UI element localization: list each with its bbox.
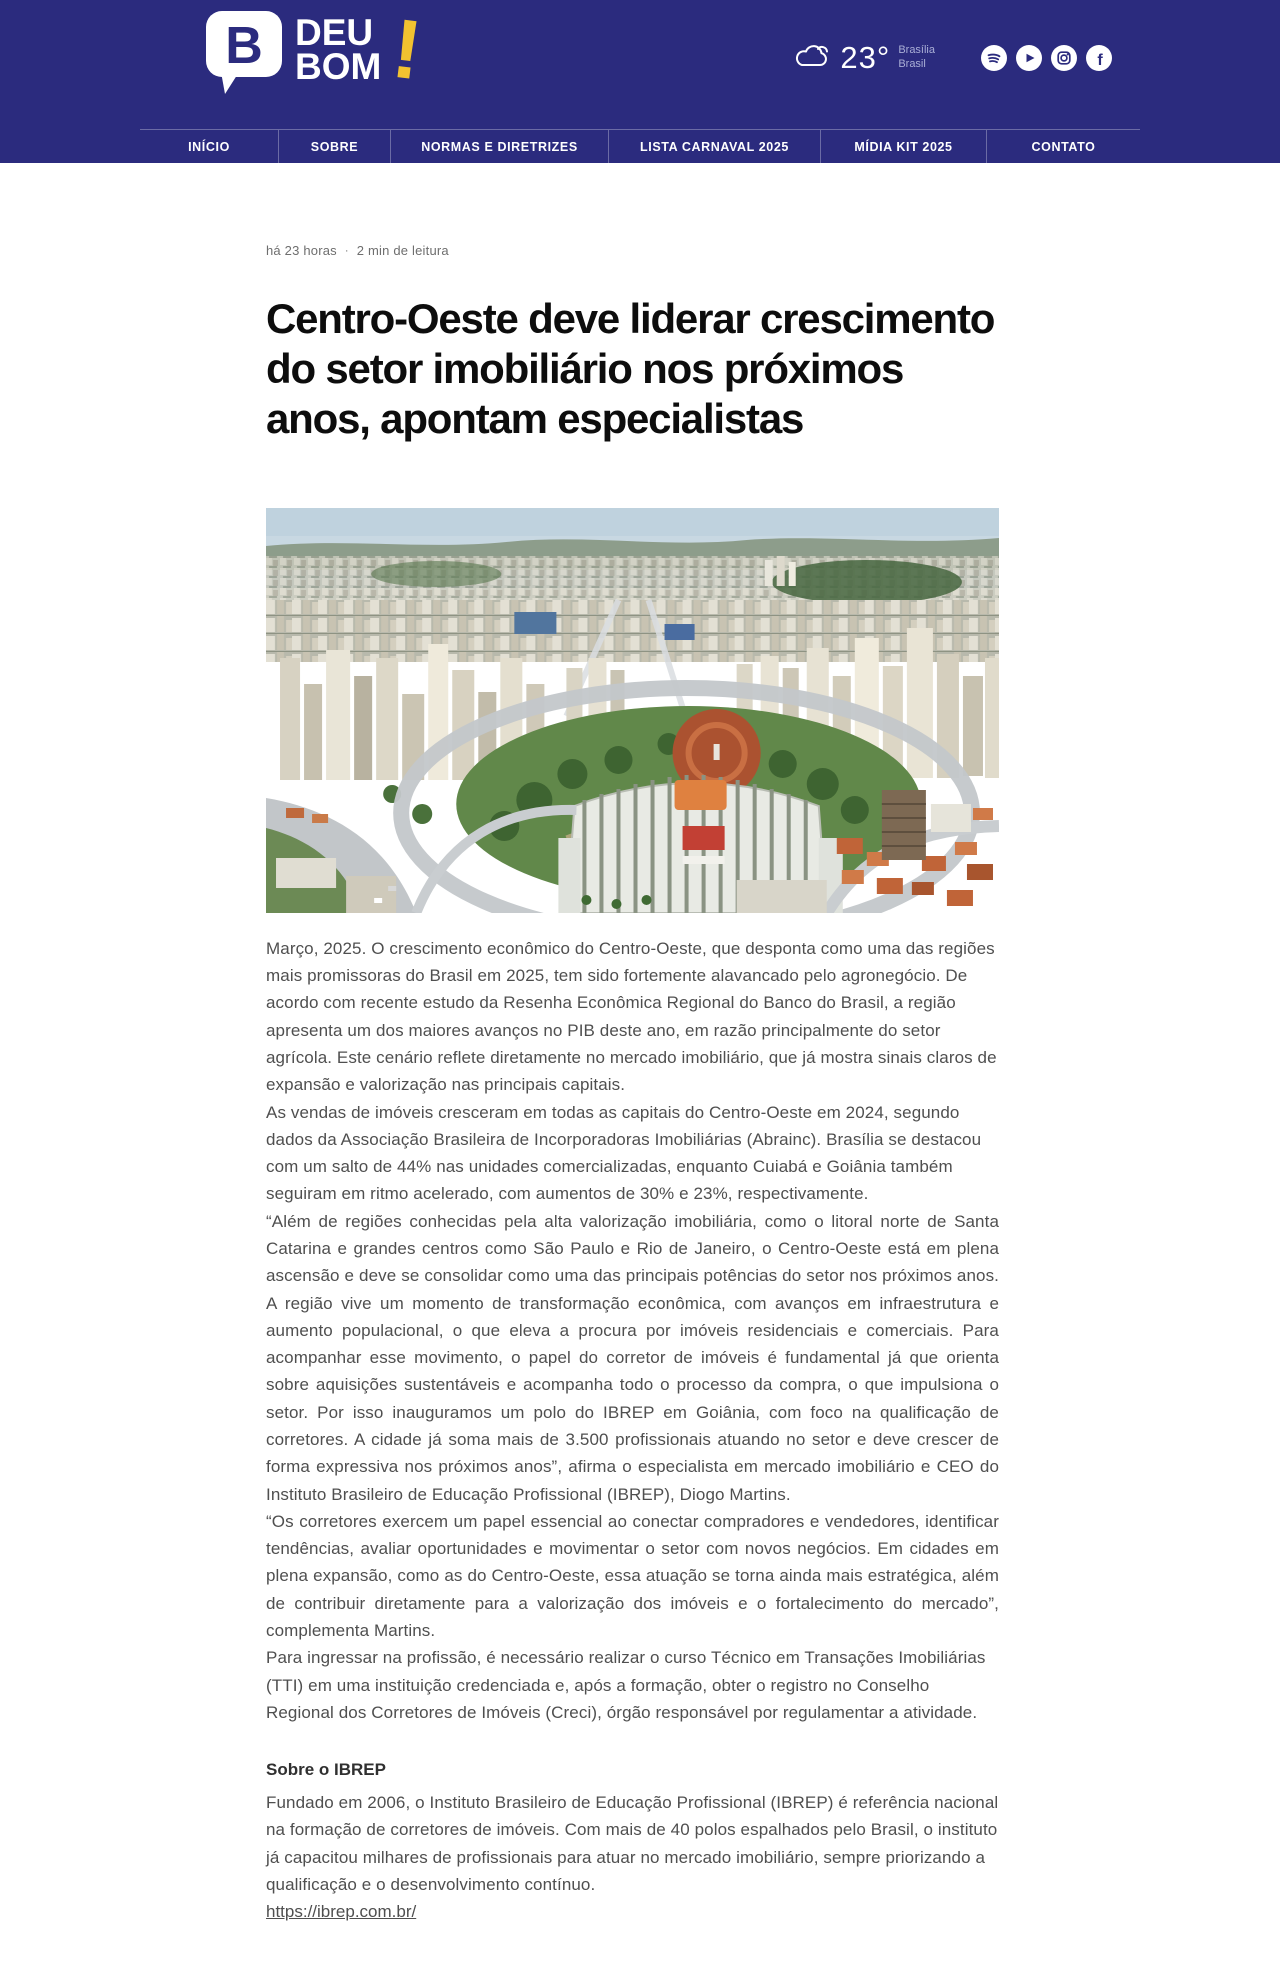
cloud-icon <box>794 43 832 74</box>
logo-exclamation: ! <box>387 0 428 98</box>
site-header <box>0 0 1280 163</box>
paragraph-4-quote: “Os corretores exercem um papel essencial ao conectar compradores e vendedores, identificar tendências, avaliar oportunidades e movimentar o setor com novos negócios. Em cidades em plena expansão, como as do Centro-Oeste, essa atuação se torna ainda mais estratégica, além de contribuir diretamente para a valorização dos imóveis e o fortalecimento do mercado”, complementa Martins. <box>266 1511 999 1640</box>
nav-item-normas-e-diretrizes[interactable]: NORMAS E DIRETRIZES <box>390 130 608 163</box>
paragraph-1: Março, 2025. O crescimento econômico do Centro-Oeste, que desponta como uma das regiões mais promissoras do Brasil em 2025, tem sido fortemente alavancado pelo agronegócio. De acordo com recente estudo da Resenha Econômica Regional do Banco do Brasil, a região apresenta um dos maiores avanços no PIB deste ano, em razão principalmente do setor agrícola. Este cenário reflete diretamente no mercado imobiliário, que já mostra sinais claros de expansão e valorização nas principais capitais. <box>266 938 997 1095</box>
main-navigation <box>140 129 1140 163</box>
weather-country: Brasil <box>898 58 926 70</box>
paragraph-about-ibrep: Fundado em 2006, o Instituto Brasileiro de Educação Profissional (IBREP) é referência nacional na formação de corretores de imóveis. Com mais de 40 polos espalhados pelo Brasil, o instituto já capacitou milhares de profissionais para atuar no mercado imobiliário, sempre priorizando a qualificação e o desenvolvimento contínuo. <box>266 1793 999 1894</box>
spotify-icon[interactable] <box>981 45 1007 71</box>
logo-speech-bubble-icon <box>203 8 285 101</box>
weather-temperature: 23° <box>840 40 891 75</box>
weather-location <box>898 44 935 72</box>
paragraph-2: As vendas de imóveis cresceram em todas as capitais do Centro-Oeste em 2024, segundo dados da Associação Brasileira de Incorporadoras Imobiliárias (Abrainc). Brasília se destacou com um salto de 44% nas unidades comercializadas, enquanto Cuiabá e Goiânia também seguiram em ritmo acelerado, com aumentos de 30% e 23%, respectivamente. <box>266 1102 982 1204</box>
nav-item-contato[interactable]: CONTATO <box>986 130 1140 163</box>
site-logo[interactable] <box>203 0 428 101</box>
youtube-icon[interactable] <box>1016 45 1042 71</box>
nav-item-lista-carnaval-2025[interactable]: LISTA CARNAVAL 2025 <box>608 130 820 163</box>
post-meta <box>266 243 999 258</box>
article-content <box>266 163 999 1925</box>
post-published-time: há 23 horas <box>266 243 337 258</box>
post-title: Centro-Oeste deve liderar crescimento do setor imobiliário nos próximos anos, apontam especialistas <box>266 295 995 442</box>
paragraph-3-quote: “Além de regiões conhecidas pela alta valorização imobiliária, como o litoral norte de Santa Catarina e grandes centros como São Paulo e Rio de Janeiro, o Centro-Oeste está em plena ascensão e deve se consolidar como uma das principais potências do setor nos próximos anos. A região vive um momento de transformação econômica, com avanços em infraestrutura e aumento populacional, o que eleva a procura por imóveis residenciais e comerciais. Para acompanhar esse movimento, o papel do corretor de imóveis é fundamental já que orienta sobre aquisições sustentáveis e acompanha todo o processo da compra, o que impulsiona o setor. Por isso inauguramos um polo do IBREP em Goiânia, com foco na qualificação de corretores. A cidade já soma mais de 3.500 profissionais atuando no setor e deve crescer de forma expressiva nos próximos anos”, afirma o especialista em mercado imobiliário e CEO do Instituto Brasileiro de Educação Profissional (IBREP), Diogo Martins. <box>266 1211 999 1504</box>
meta-separator-dot: · <box>344 244 349 257</box>
subheading-sobre-o-ibrep: Sobre o IBREP <box>266 1760 386 1780</box>
svg-text:f: f <box>1097 52 1103 69</box>
social-links <box>981 45 1112 71</box>
weather-city: Brasília <box>898 44 935 57</box>
ibrep-website-link[interactable]: https://ibrep.com.br/ <box>266 1902 417 1922</box>
instagram-icon[interactable] <box>1051 45 1077 71</box>
nav-item-sobre[interactable]: SOBRE <box>278 130 390 163</box>
logo-word-line1: DEU <box>295 12 374 53</box>
facebook-icon[interactable] <box>1086 45 1112 71</box>
nav-item-inicio[interactable]: INÍCIO <box>188 139 230 154</box>
post-body <box>266 935 999 1926</box>
post-read-time: 2 min de leitura <box>356 243 449 258</box>
logo-word-line2: BOM <box>295 46 382 88</box>
logo-wordmark <box>295 8 382 88</box>
svg-text:B: B <box>225 17 263 75</box>
paragraph-5: Para ingressar na profissão, é necessário realizar o curso Técnico em Transações Imobiliárias (TTI) em uma instituição credenciada e, após a formação, obter o registro no Conselho Regional dos Corretores de Imóveis (Creci), órgão responsável por regulamentar a atividade. <box>266 1648 986 1722</box>
header-right-group <box>794 40 1112 76</box>
article-photo-aerial-city <box>266 508 999 913</box>
nav-item-midia-kit-2025[interactable]: MÍDIA KIT 2025 <box>820 130 986 163</box>
weather-widget <box>794 40 935 76</box>
